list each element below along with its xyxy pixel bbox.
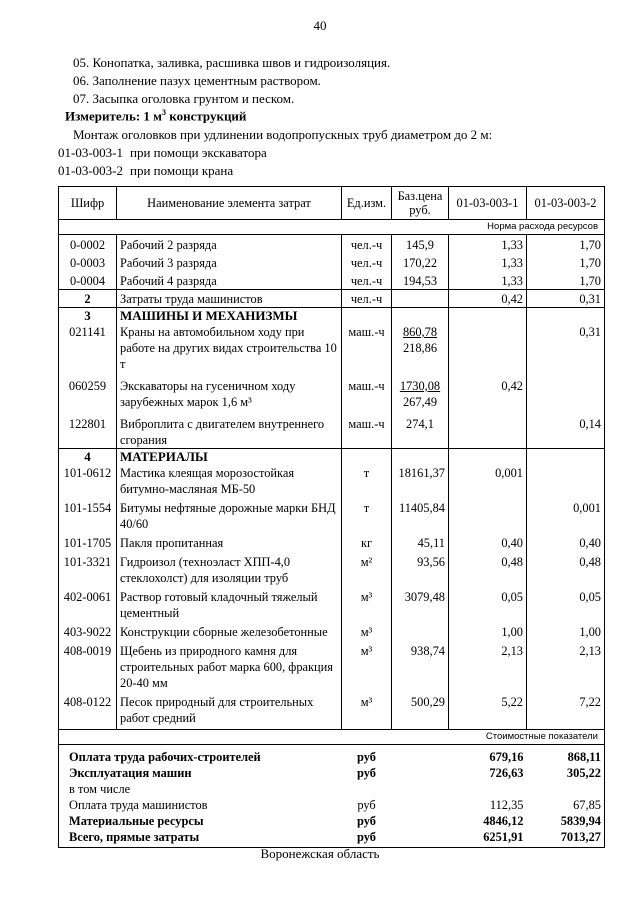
table-row	[59, 694, 605, 730]
total-unit: руб	[357, 798, 376, 812]
table-row	[59, 378, 605, 416]
variant-line	[58, 163, 233, 179]
cell-v1: 2,13	[449, 643, 527, 694]
intro-line: 07. Засыпка оголовка грунтом и песком.	[73, 91, 295, 106]
table-row	[59, 271, 605, 290]
table-row	[59, 465, 605, 500]
measure-label: Измеритель: 1 м	[65, 108, 163, 124]
cell-unit: маш.-ч	[342, 378, 392, 416]
cell-name: Щебень из природного камня для строительных работ марка 600, фракция 20-40 мм	[117, 643, 342, 694]
price-bottom: 267,49	[402, 395, 438, 409]
cell-code: 101-1705	[59, 535, 117, 554]
cell-name: Пакля пропитанная	[117, 535, 342, 554]
total-v2: 305,22	[527, 765, 605, 781]
variant-line	[58, 145, 267, 161]
cell-name: Битумы нефтяные дорожные марки БНД 40/60	[117, 500, 342, 535]
totals-row	[59, 829, 605, 848]
table-row	[59, 643, 605, 694]
cell-code: 101-0612	[59, 465, 117, 500]
cell-name: Конструкции сборные железобетонные	[117, 624, 342, 643]
cell-v2: 0,48	[527, 554, 605, 589]
cell-unit: чел.-ч	[342, 253, 392, 271]
intro-line: 05. Конопатка, заливка, расшивка швов и гидроизоляция.	[73, 55, 391, 70]
cell-unit: кг	[342, 535, 392, 554]
cell-v1	[449, 324, 527, 378]
cell-v1: 0,42	[449, 290, 527, 308]
cell-name: Рабочий 3 разряда	[117, 253, 342, 271]
cell-v1: 0,42	[449, 378, 527, 416]
cell-name: Рабочий 4 разряда	[117, 271, 342, 290]
total-name: Всего, прямые затраты	[59, 829, 342, 848]
cell-name: Гидроизол (техноэласт ХПП-4,0 стеклохолст) для изоляции труб	[117, 554, 342, 589]
cell-v2: 2,13	[527, 643, 605, 694]
cell-v1	[449, 416, 527, 449]
total-v2: 67,85	[527, 797, 605, 813]
header-col1: 01-03-003-1	[449, 187, 527, 220]
cell-v1: 0,05	[449, 589, 527, 624]
cell-price: 938,74	[392, 643, 449, 694]
cell-name: Краны на автомобильном ходу при работе на других видах строительства 10 т	[117, 324, 342, 378]
table-row	[59, 253, 605, 271]
section-code: 4	[59, 449, 117, 466]
total-name: Оплата труда рабочих-строителей	[59, 745, 342, 766]
totals-row	[59, 745, 605, 766]
cell-code: 403-9022	[59, 624, 117, 643]
section-row-machines	[59, 308, 605, 325]
totals-row	[59, 797, 605, 813]
header-price: Баз.цена руб.	[392, 187, 449, 220]
header-name: Наименование элемента затрат	[117, 187, 342, 220]
cell-price: 145,9	[392, 235, 449, 254]
cell-unit: м²	[342, 554, 392, 589]
total-unit: руб	[357, 750, 376, 764]
cell-code: 101-1554	[59, 500, 117, 535]
cell-v2	[527, 465, 605, 500]
cell-v1: 5,22	[449, 694, 527, 730]
cell-v2: 7,22	[527, 694, 605, 730]
cell-v2: 0,31	[527, 290, 605, 308]
work-description: Монтаж оголовков при удлинении водопропускных труб диаметром до 2 м:	[73, 127, 493, 142]
measure-sup: 3	[162, 108, 167, 117]
cell-v1: 0,001	[449, 465, 527, 500]
cell-unit: м³	[342, 589, 392, 624]
cell-name: Мастика клеящая морозостойкая битумно-масляная МБ-50	[117, 465, 342, 500]
totals-row	[59, 765, 605, 781]
cell-code: 408-0122	[59, 694, 117, 730]
totals-row	[59, 813, 605, 829]
cell-code: 021141	[59, 324, 117, 378]
cell-v1: 1,00	[449, 624, 527, 643]
cost-caption-row	[59, 730, 605, 745]
total-v1: 112,35	[489, 798, 524, 812]
cell-name: Песок природный для строительных работ средний	[117, 694, 342, 730]
measure-line	[65, 108, 246, 124]
cell-price: 274,1	[392, 416, 449, 449]
cell-v1	[449, 500, 527, 535]
cell-v1: 1,33	[449, 253, 527, 271]
cell-unit: чел.-ч	[342, 290, 392, 308]
total-v2: 868,11	[527, 745, 605, 766]
cell-price	[392, 624, 449, 643]
total-name: Материальные ресурсы	[59, 813, 342, 829]
cell-v2: 0,001	[527, 500, 605, 535]
total-v1: 679,16	[489, 750, 524, 764]
norm-caption: Норма расхода ресурсов	[59, 220, 605, 235]
cell-code: 0-0002	[59, 235, 117, 254]
cell-v2: 1,70	[527, 253, 605, 271]
table-row	[59, 589, 605, 624]
total-v1: 6251,91	[449, 829, 527, 848]
cell-unit: чел.-ч	[342, 235, 392, 254]
cell-name: Рабочий 2 разряда	[117, 235, 342, 254]
total-name: Оплата труда машинистов	[59, 797, 342, 813]
cell-price: 170,22	[392, 253, 449, 271]
table-row	[59, 554, 605, 589]
variant-code: 01-03-003-2	[58, 163, 123, 178]
cell-v2: 1,70	[527, 271, 605, 290]
cell-code: 0-0003	[59, 253, 117, 271]
total-name: Эксплуатация машин	[59, 765, 342, 781]
table-row	[59, 500, 605, 535]
header-code: Шифр	[59, 187, 117, 220]
page-number: 40	[313, 18, 327, 33]
cell-v1: 0,40	[449, 535, 527, 554]
cell-unit: т	[342, 500, 392, 535]
price-top: 860,78	[402, 325, 438, 339]
intro-line: 06. Заполнение пазух цементным раствором.	[73, 73, 321, 88]
total-v2: 5839,94	[527, 813, 605, 829]
total-unit: руб	[357, 766, 376, 780]
cell-price: 500,29	[392, 694, 449, 730]
cell-code: 101-3321	[59, 554, 117, 589]
cell-code: 0-0004	[59, 271, 117, 290]
cell-v2: 1,00	[527, 624, 605, 643]
total-v1: 4846,12	[483, 814, 524, 828]
cell-price: 11405,84	[392, 500, 449, 535]
machinist-row	[59, 290, 605, 308]
section-row-materials	[59, 449, 605, 466]
cell-v1: 0,48	[449, 554, 527, 589]
cell-code: 2	[59, 290, 117, 308]
table-row	[59, 416, 605, 449]
cell-price: 3079,48	[392, 589, 449, 624]
resources-table	[58, 186, 605, 848]
cell-v2: 1,70	[527, 235, 605, 254]
table-row	[59, 235, 605, 254]
total-name: в том числе	[59, 781, 342, 797]
section-code: 3	[59, 308, 117, 325]
cell-price: 194,53	[392, 271, 449, 290]
table-row	[59, 624, 605, 643]
cell-price: 18161,37	[392, 465, 449, 500]
cell-price: 93,56	[392, 554, 449, 589]
cost-caption: Стоимостные показатели	[59, 730, 605, 745]
table-row	[59, 324, 605, 378]
cell-price: 45,11	[392, 535, 449, 554]
cell-unit: м³	[342, 643, 392, 694]
cell-v2: 0,14	[527, 416, 605, 449]
cell-price	[392, 324, 449, 378]
price-bottom: 218,86	[402, 341, 438, 355]
norm-caption-row	[59, 220, 605, 235]
cell-code: 060259	[59, 378, 117, 416]
cell-name: Раствор готовый кладочный тяжелый цементный	[117, 589, 342, 624]
price-top: 1730,08	[399, 379, 441, 393]
cell-v1: 1,33	[449, 235, 527, 254]
cell-code: 122801	[59, 416, 117, 449]
cell-v2: 0,05	[527, 589, 605, 624]
cell-v2	[527, 378, 605, 416]
total-unit: руб	[342, 829, 392, 848]
cell-name: Виброплита с двигателем внутреннего сгорания	[117, 416, 342, 449]
cell-v2: 0,31	[527, 324, 605, 378]
cell-code: 408-0019	[59, 643, 117, 694]
table-header-row	[59, 187, 605, 220]
cell-v1: 1,33	[449, 271, 527, 290]
cell-v2: 0,40	[527, 535, 605, 554]
table-row	[59, 535, 605, 554]
section-title: МАТЕРИАЛЫ	[117, 449, 342, 466]
variant-text: при помощи экскаватора	[130, 145, 267, 160]
total-v2: 7013,27	[527, 829, 605, 848]
cell-unit: маш.-ч	[342, 416, 392, 449]
section-title: МАШИНЫ И МЕХАНИЗМЫ	[117, 308, 342, 325]
variant-code: 01-03-003-1	[58, 145, 123, 160]
cell-unit: чел.-ч	[342, 271, 392, 290]
total-unit: руб	[357, 814, 376, 828]
cell-name: Затраты труда машинистов	[117, 290, 342, 308]
cell-unit: м³	[342, 694, 392, 730]
header-unit: Ед.изм.	[342, 187, 392, 220]
measure-rest: конструкций	[166, 108, 247, 124]
cell-unit: м³	[342, 624, 392, 643]
cell-price	[392, 290, 449, 308]
totals-row	[59, 781, 605, 797]
page-footer: Воронежская область	[260, 846, 380, 861]
cell-price	[392, 378, 449, 416]
cell-code: 402-0061	[59, 589, 117, 624]
header-col2: 01-03-003-2	[527, 187, 605, 220]
total-v1: 726,63	[489, 766, 524, 780]
cell-name: Экскаваторы на гусеничном ходу зарубежных марок 1,6 м³	[117, 378, 342, 416]
cell-unit: маш.-ч	[342, 324, 392, 378]
variant-text: при помощи крана	[130, 163, 234, 178]
cell-unit: т	[342, 465, 392, 500]
